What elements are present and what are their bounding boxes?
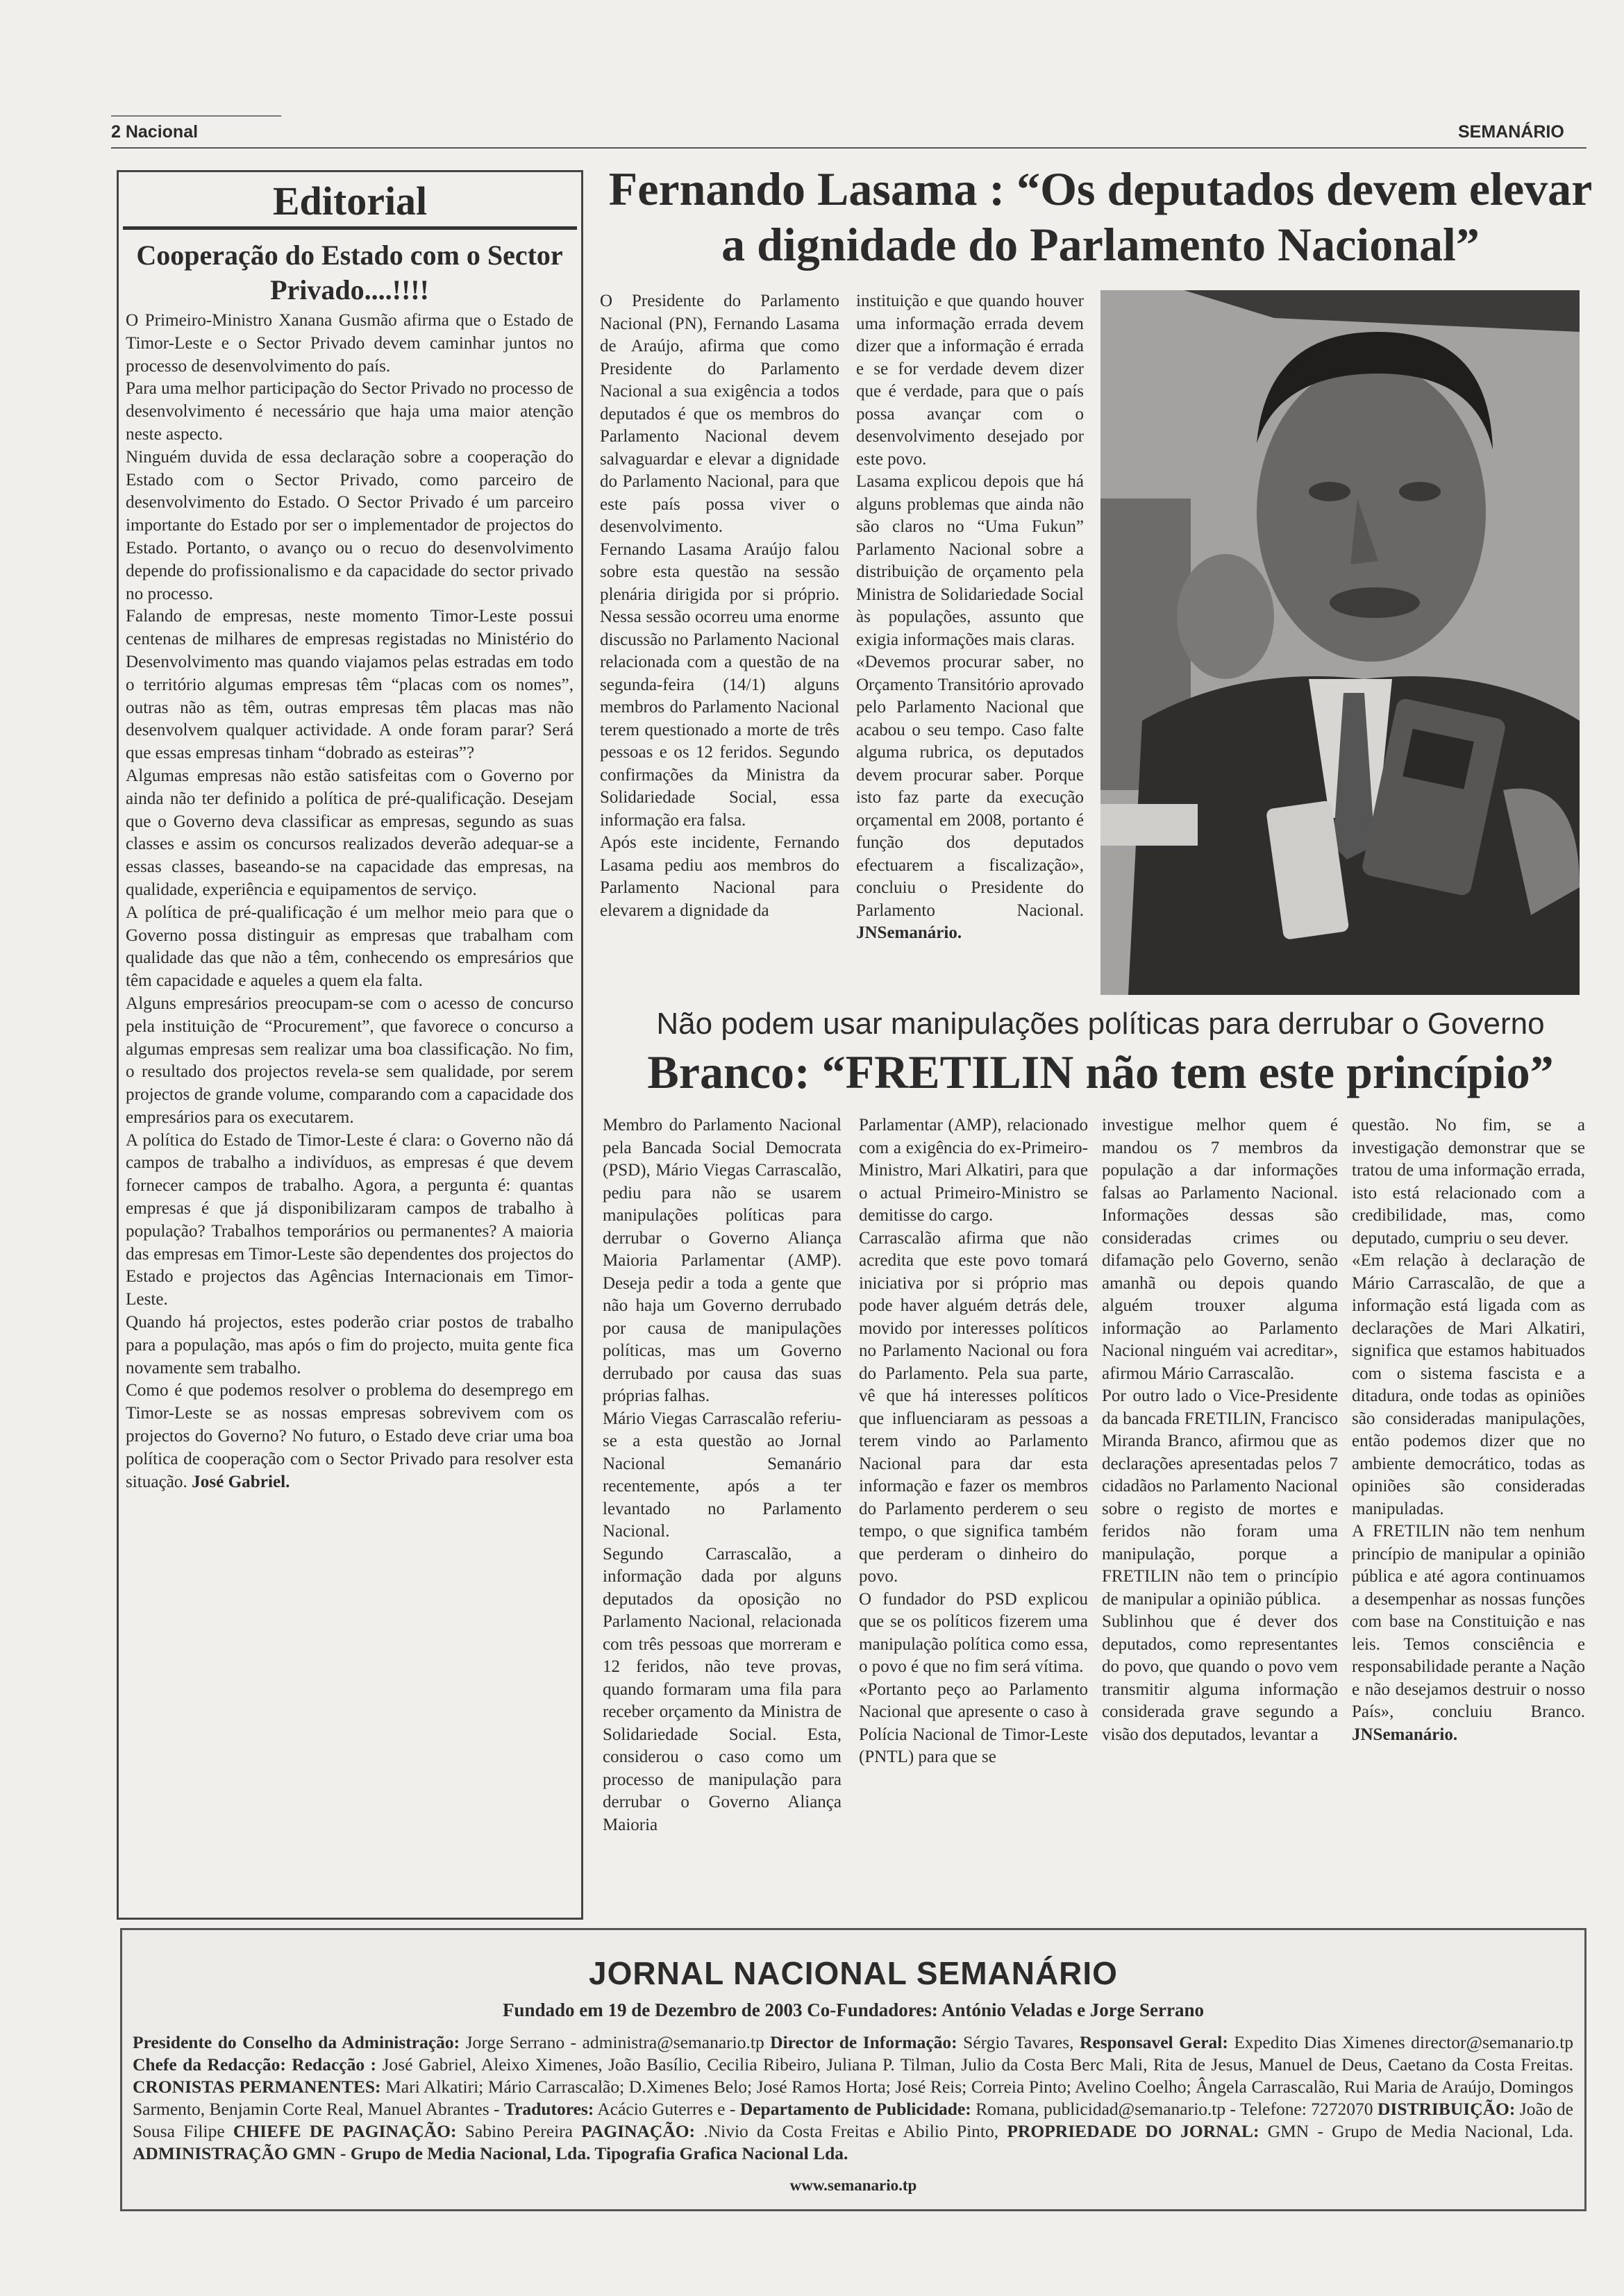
article1-photo (1100, 290, 1580, 995)
credit-label: CHIEFE DE PAGINAÇÃO: (233, 2121, 457, 2141)
credit-label: Presidente do Conselho da Administração: (133, 2032, 460, 2052)
article1-last-text: «Devemos procurar saber, no Orçamento Transitório aprovado pelo Parlamento Nacional que acabou o seu tempo. Caso falte alguma rubrica, os deputados devem procurar saber. Porque isto faz parte da execução orçamental em 2008, portanto é função dos deputados efectuarem a fiscalização», concluiu o Presidente do Parlamento Nacional. (856, 653, 1084, 920)
article2-paragraph: Mário Viegas Carrascalão referiu-se a esta questão ao Jornal Nacional Semanário recentemente, após a ter levantado no Parlamento Nacional. (603, 1409, 842, 1541)
article1-paragraph: Após este incidente, Fernando Lasama pediu aos membros do Parlamento Nacional para elevarem a dignidade da (600, 833, 839, 920)
article1-column-2 (856, 290, 1084, 945)
credit-text: Romana, publicidad@semanario.tp - Telefone: 7272070 (971, 2099, 1378, 2119)
credit-label: DISTRIBUIÇÃO: (1377, 2099, 1516, 2119)
credit-label: CRONISTAS PERMANENTES: (133, 2077, 381, 2097)
credit-text: Mari Alkatiri; Mário Carrascalão; D.Ximenes Belo; José Ramos Horta; José Reis; Correia Pinto; Avelino Coelho; Ângela Carrascalão, Rui Maria de Araújo, Domingos Sarmento, Benjamin Corte Real, Manuel Abrantes - (133, 2077, 1573, 2119)
credit-label: Departamento de Publicidade: (739, 2099, 971, 2119)
credit-text: Acácio Guterres e - (594, 2099, 740, 2119)
credit-text: GMN - Grupo de Media Nacional, Lda. (1259, 2121, 1573, 2141)
editorial-paragraph: O Primeiro-Ministro Xanana Gusmão afirma que o Estado de Timor-Leste e o Sector Privado devem caminhar juntos no processo de desenvolvimento do país. (126, 311, 574, 376)
editorial-paragraph (126, 1380, 574, 1493)
article2-paragraph: Parlamentar (AMP), relacionado com a exigência do ex-Primeiro-Ministro, Mari Alkatiri, para que o actual Primeiro-Ministro se demitisse do cargo. (859, 1116, 1088, 1225)
credit-label: Tradutores: (503, 2099, 594, 2119)
article2-paragraph: Carrascalão afirma que não acredita que este povo tomará iniciativa por si próprio mas pode haver alguém detrás dele, movido por interesses políticos no Parlamento Nacional ou fora do Parlamento. Pela sua parte, vê que há interesses políticos que influenciaram as pessoas a terem vindo ao Parlamento Nacional para dar esta informação e fazer os membros do Parlamento perderem o seu tempo, o que significa também que perderam o dinheiro do povo. (859, 1228, 1088, 1586)
editorial-box (117, 170, 583, 1920)
editorial-paragraph: A política do Estado de Timor-Leste é clara: o Governo não dá campos de trabalho a indivíduos, as empresas é que devem fornecer campos de trabalho. Agora, a pergunta é: quantas empresas é que já disponibilizaram campos de trabalho à população? Trabalhos temporários ou permanentes? A maioria das empresas em Timor-Leste são dependentes dos projectos do Estado e projectos das Agências Internacionais em Timor-Leste. (126, 1130, 574, 1309)
article1-headline: Fernando Lasama : “Os deputados devem elevar a dignidade do Parlamento Nacional” (608, 162, 1593, 271)
masthead-title: JORNAL NACIONAL SEMANÁRIO (589, 1955, 1118, 1991)
article2-column-3 (1102, 1114, 1338, 1746)
editorial-rule (123, 226, 577, 230)
article1-paragraph: O Presidente do Parlamento Nacional (PN), Fernando Lasama de Araújo, afirma que como Presidente do Parlamento Nacional a sua exigência a todos deputados é que os membros do Parlamento Nacional devem salvaguardar e elevar a dignidade do Parlamento Nacional, para que este país possa viver o desenvolvimento. (600, 292, 839, 536)
article2-last-text: A FRETILIN não tem nenhum princípio de manipular a opinião pública e até agora continuamos a desempenhar as nossas funções com base na Constituição e nas leis. Temos consciência e responsabilidade perante a Nação e não desejamos destruir o nosso País», concluiu Branco. (1352, 1522, 1585, 1721)
credit-text: João de Sousa Filipe (133, 2099, 1574, 2141)
article2-column-2 (859, 1114, 1088, 1769)
article2-column-1 (603, 1114, 842, 1836)
article2-paragraph (1352, 1520, 1585, 1746)
credit-label: Responsavel Geral: (1080, 2032, 1228, 2052)
credit-label: Director de Informação: (770, 2032, 957, 2052)
credit-text: José Gabriel, Aleixo Ximenes, João Basílio, Cecilia Ribeiro, Juliana P. Tilman, Julio da Costa Berc Mali, Rita de Jesus, Manuel de Deus, Caetano da Costa Freitas. (376, 2054, 1573, 2075)
credit-label: ADMINISTRAÇÃO GMN - Grupo de Media Nacional, Lda. Tipografia Grafica Nacional Lda. (133, 2143, 848, 2163)
article2-headline: Branco: “FRETILIN não tem este princípio” (647, 1046, 1554, 1098)
editorial-paragraph: Algumas empresas não estão satisfeitas com o Governo por ainda não ter definido a política de pré-qualificação. Desejam que o Governo deva classificar as empresas, segundo as suas classes e assim os concursos realizados deverão adequar-se a essas classes, baseando-se na capacidade das empresas, na qualidade, experiência e equipamentos de serviço. (126, 766, 574, 899)
masthead-founded: Fundado em 19 de Dezembro de 2003 Co-Fundadores: António Veladas e Jorge Serrano (502, 2000, 1205, 2020)
article2-paragraph: questão. No fim, se a investigação demonstrar que se tratou de uma informação errada, isto está relacionado com a credibilidade, mas, como deputado, cumpriu o seu dever. (1352, 1116, 1585, 1248)
credit-text: Sabino Pereira (456, 2121, 582, 2141)
editorial-paragraph: A política de pré-qualificação é um melhor meio para que o Governo possa distinguir as empresas que trabalham com qualidade das que não a têm, conhecendo os empresários que têm capacidade e aqueles a quem ela falta. (126, 903, 574, 991)
article1-paragraph: Fernando Lasama Araújo falou sobre esta questão na sessão plenária dirigida por si próprio. Nessa sessão ocorreu uma enorme discussão no Parlamento Nacional relacionada com a questão de na segunda-feira (14/1) alguns membros do Parlamento Nacional terem questionado a morte de três pessoas e os 12 feridos. Segundo confirmações da Ministra da Solidariedade Social, essa informação era falsa. (600, 539, 839, 830)
editorial-paragraph: Falando de empresas, neste momento Timor-Leste possui centenas de milhares de empresas registadas no Ministério do Desenvolvimento mas quando viajamos pelas estradas em todo o território algumas empresas têm “placas com os nomes”, outras não as têm, outras empresas têm placas mas não desenvolvem qualquer actividade. A onde foram parar? Será que essas empresas tinham “dobrado as esteiras”? (126, 607, 574, 763)
credit-text: Sérgio Tavares, (957, 2032, 1080, 2052)
article2-paragraph: O fundador do PSD explicou que se os políticos fizerem uma manipulação política como essa, o povo é que no fim será vítima. (859, 1589, 1088, 1676)
credit-text: .Nivio da Costa Freitas e Abilio Pinto, (695, 2121, 1007, 2141)
credit-text: Expedito Dias Ximenes director@semanario.tp (1228, 2032, 1573, 2052)
article2-paragraph: «Portanto peço ao Parlamento Nacional que apresente o caso à Polícia Nacional de Timor-Leste (PNTL) para que se (859, 1679, 1088, 1766)
article2-paragraph: Membro do Parlamento Nacional pela Bancada Social Democrata (PSD), Mário Viegas Carrascalão, pediu para não se usarem manipulações políticas para derrubar o Governo Aliança Maioria Parlamentar (AMP). Deseja pedir a toda a gente que não haja um Governo derrubado por causa de manipulações políticas, mas um Governo derrubado por causa das suas próprias falhas. (603, 1116, 842, 1405)
article2-paragraph: investigue melhor quem é mandou os 7 membros da população a dar informações falsas ao Parlamento Nacional. Informações dessas são consideradas crimes ou difamação pelo Governo, senão amanhã ou depois quando alguém trouxer alguma informação ao Parlamento Nacional ninguém vai acreditar», afirmou Mário Carrascalão. (1102, 1116, 1338, 1383)
section-label: 2 Nacional (111, 122, 199, 142)
article1-column-1 (600, 290, 839, 922)
masthead-credits (133, 2031, 1573, 2165)
editorial-signature: José Gabriel. (192, 1472, 290, 1491)
article2-kicker: Não podem usar manipulações políticas para derrubar o Governo (656, 1007, 1545, 1041)
editorial-paragraph: Quando há projectos, estes poderão criar postos de trabalho para a população, mas após o fim do projecto, muita gente fica novamente sem trabalho. (126, 1313, 574, 1377)
article1-paragraph (856, 651, 1084, 945)
credit-label: PROPRIEDADE DO JORNAL: (1007, 2121, 1259, 2141)
portrait-illustration (1100, 290, 1580, 995)
credit-text: Jorge Serrano - administra@semanario.tp (460, 2032, 771, 2052)
article2-paragraph: Por outro lado o Vice-Presidente da bancada FRETILIN, Francisco Miranda Branco, afirmou que as declarações apresentadas pelos 7 cidadãos no Parlamento Nacional sobre o registo de mortes e feridos não foram uma manipulação, porque a FRETILIN não tem o princípio de manipular a opinião pública. (1102, 1386, 1338, 1609)
editorial-body (126, 310, 574, 1493)
article1-paragraph: Lasama explicou depois que há alguns problemas que ainda não são claros no “Uma Fukun” Parlamento Nacional sobre a distribuição de orçamento pela Ministra de Solidariedade Social às populações, assunto que exigia informações mais claras. (856, 472, 1084, 649)
masthead-website[interactable]: www.semanario.tp (789, 2177, 917, 2194)
credit-label: Chefe da Redacção: Redacção : (133, 2054, 377, 2075)
editorial-headline: Cooperação do Estado com o Sector Privado....!!!! (136, 240, 563, 305)
editorial-last-text: Como é que podemos resolver o problema do desemprego em Timor-Leste se as nossas empresas sobrevivem com os projectos do Governo? No futuro, o Estado deve criar uma boa política de cooperação com o Sector Privado para resolver esta situação. (126, 1381, 574, 1491)
article2-signature: JNSemanário. (1352, 1725, 1458, 1744)
editorial-label: Editorial (272, 178, 428, 224)
article1-paragraph: instituição e que quando houver uma informação errada devem dizer que a informação é errada e se for verdade devem dizer que é verdade, para que o país possa avançar com o desenvolvimento desejado por este povo. (856, 292, 1084, 469)
article2-column-4 (1352, 1114, 1585, 1746)
publication-name: SEMANÁRIO (1458, 122, 1564, 142)
header-short-rule (111, 115, 281, 117)
masthead-box (120, 1928, 1587, 2211)
article1-signature: JNSemanário. (856, 923, 962, 942)
header-rule (111, 147, 1587, 149)
editorial-paragraph: Ninguém duvida de essa declaração sobre a cooperação do Estado com o Sector Privado, como parceiro de desenvolvimento do Estado. O Sector Privado é um parceiro importante do Estado por ser o implementador de projectos do Estado. Portanto, o avanço ou o recuo do desenvolvimento depende do profissionalismo e da capacidade do sector privado no processo. (126, 447, 574, 603)
article2-paragraph: Segundo Carrascalão, a informação dada por alguns deputados da oposição no Parlamento Nacional, relacionada com três pessoas que morreram e 12 feridos, não teve provas, quando formaram uma fila para receber orçamento da Ministra de Solidariedade Social. Esta, considerou o caso como um processo de manipulação para derrubar o Governo Aliança Maioria (603, 1544, 842, 1834)
article2-paragraph: Sublinhou que é dever dos deputados, como representantes do povo, que quando o povo vem transmitir alguma informação considerada grave segundo a visão dos deputados, levantar a (1102, 1612, 1338, 1744)
editorial-paragraph: Alguns empresários preocupam-se com o acesso de concurso pela instituição de “Procurement”, que favorece o concurso a algumas empresas sem realizar uma boa classificação. No fim, o resultado dos projectos revela-se sem qualidade, por serem projectos de grande volume, comparando com a capacidade dos empresários para os executarem. (126, 994, 574, 1127)
credit-label: PAGINAÇÃO: (581, 2121, 696, 2141)
editorial-paragraph: Para uma melhor participação do Sector Privado no processo de desenvolvimento é necessário que haja uma maior atenção neste aspecto. (126, 379, 574, 444)
article2-paragraph: «Em relação à declaração de Mário Carrascalão, de que a informação está ligada com as declarações de Mari Alkatiri, significa que estamos habituados com o sistema fascista e a ditadura, onde todas as opiniões são consideradas manipulações, então podemos dizer que no ambiente democrático, todas as opiniões são consideradas manipuladas. (1352, 1251, 1585, 1518)
